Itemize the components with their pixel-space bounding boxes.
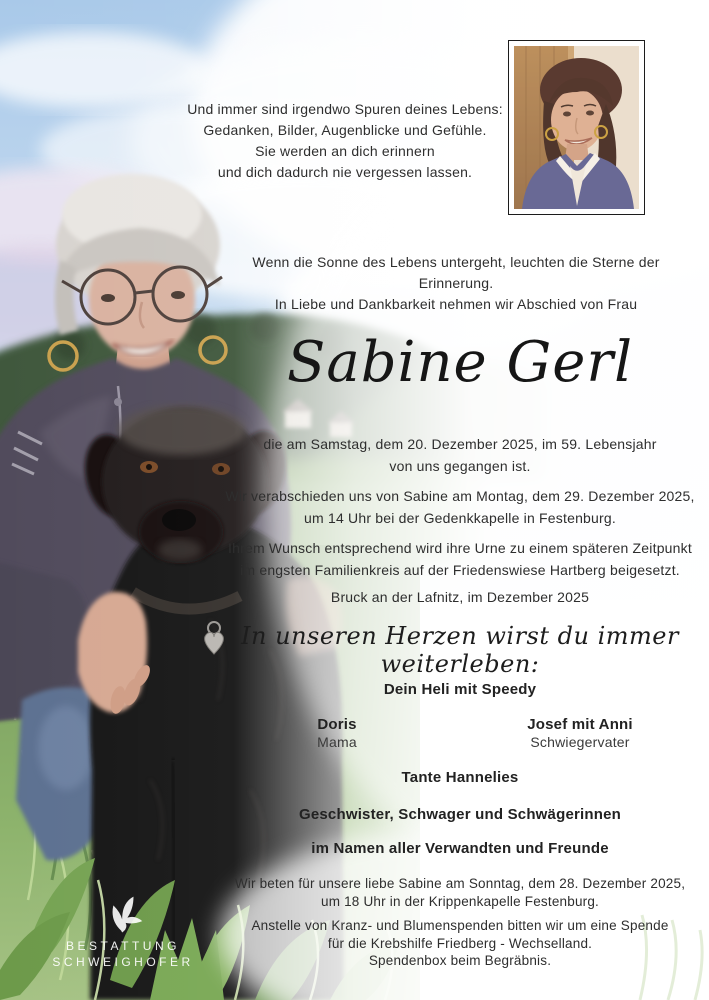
mourner-others: im Namen aller Verwandten und Freunde — [311, 840, 609, 857]
mourner-husband: Dein Heli mit Speedy — [383, 681, 537, 698]
ceremony-info: Wir verabschieden uns von Sabine am Montag, dem 29. Dezember 2025, um 14 Uhr bei der Gedenkkapelle in Festenburg. — [225, 488, 695, 526]
poem-line: Sie werden an dich erinnern — [255, 143, 435, 159]
watermark-line-1: BESTATTUNG — [66, 939, 180, 953]
watermark-line-2: SCHWEIGHOFER — [52, 955, 194, 969]
mourner-right: Josef mit Anni Schwiegervater — [527, 716, 633, 750]
poem-line: Und immer sind irgendwo Spuren deines Lebens: — [187, 101, 503, 117]
deceased-name: Sabine Gerl — [286, 330, 634, 395]
opening-poem — [145, 99, 545, 183]
urn-info: Ihrem Wunsch entsprechend wird ihre Urne zu einem späteren Zeitpunkt im engsten Familienkreis auf der Friedenswiese Hartberg beigesetzt. — [228, 540, 692, 578]
place-and-date: Bruck an der Lafnitz, im Dezember 2025 — [330, 589, 590, 605]
dove-icon — [102, 894, 144, 936]
mourner-left: Doris Mama — [317, 716, 357, 750]
farewell-intro: In Liebe und Dankbarkeit nehmen wir Abschied von Frau — [274, 296, 638, 312]
prayer-info: Wir beten für unsere liebe Sabine am Sonntag, dem 28. Dezember 2025, um 18 Uhr in der Krippenkapelle Festenburg. — [234, 876, 686, 909]
donation-info: Anstelle von Kranz- und Blumenspenden bitten wir um eine Spende für die Krebshilfe Friedberg - Wechselland. Spendenbox beim Begräbnis. — [251, 918, 669, 968]
poem-line: und dich dadurch nie vergessen lassen. — [217, 164, 473, 180]
poem-line: Gedanken, Bilder, Augenblicke und Gefühle. — [203, 122, 487, 138]
remembrance-heading: In unseren Herzen wirst du immer weiterleben: — [241, 622, 679, 678]
deceased-portrait-photo — [508, 40, 645, 215]
portrait-illustration — [514, 46, 639, 209]
death-announcement: die am Samstag, dem 20. Dezember 2025, im 59. Lebensjahr von uns gegangen ist. — [263, 436, 657, 474]
funeral-home-watermark — [48, 894, 198, 970]
motto-line: Wenn die Sonne des Lebens untergeht, leuchten die Sterne der Erinnerung. — [252, 254, 660, 291]
mourner-siblings: Geschwister, Schwager und Schwägerinnen — [298, 806, 622, 823]
mourner-aunt: Tante Hannelies — [401, 769, 519, 786]
